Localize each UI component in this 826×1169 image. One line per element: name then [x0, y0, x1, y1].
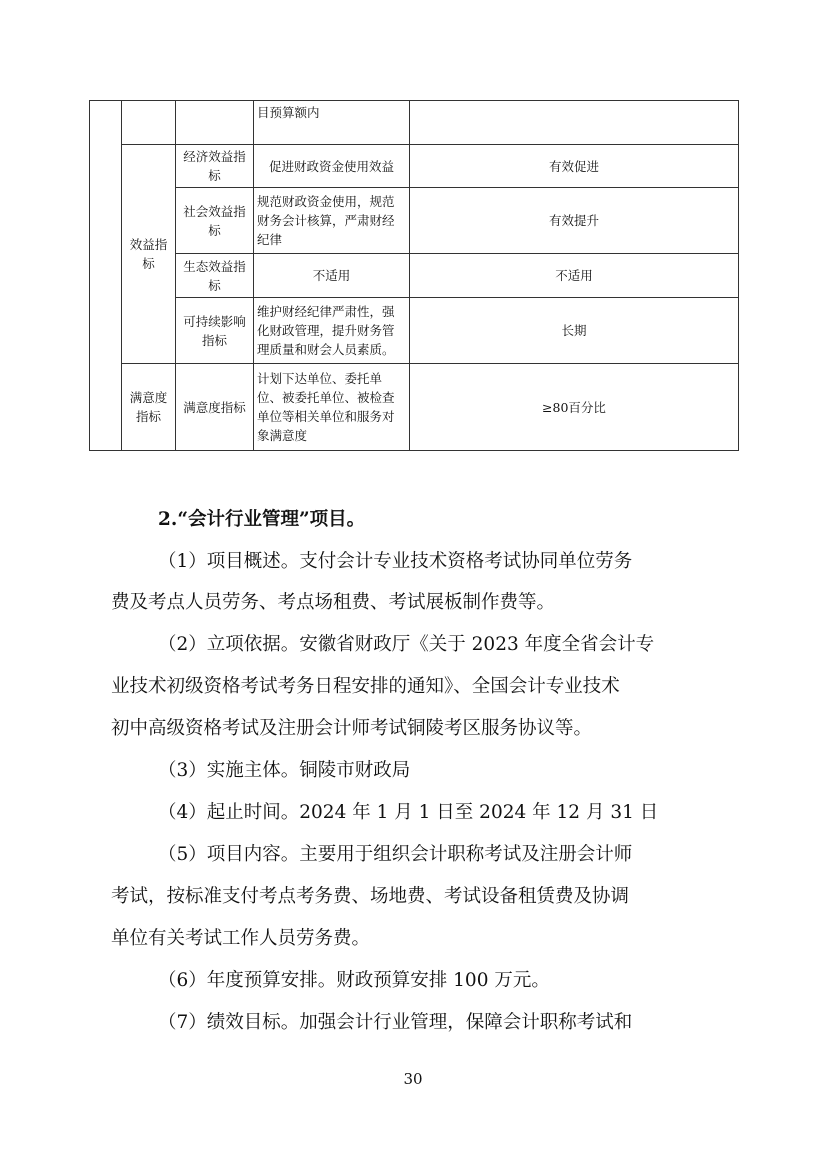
paragraph-line: 费及考点人员劳务、考点场租费、考试展板制作费等。 [111, 592, 556, 613]
table-cell: 计划下达单位、委托单位、被委托单位、被检查单位等相关单位和服务对象满意度 [254, 364, 410, 451]
paragraph-line: （6）年度预算安排。财政预算安排 100 万元。 [158, 970, 550, 991]
table-cell: 长期 [410, 298, 739, 364]
paragraph-line: （5）项目内容。主要用于组织会计职称考试及注册会计师 [158, 844, 633, 865]
paragraph-line: （4）起止时间。2024 年 1 月 1 日至 2024 年 12 月 31 日 [158, 802, 659, 823]
paragraph-line: 初中高级资格考试及注册会计师考试铜陵考区服务协议等。 [111, 718, 593, 739]
table-cell: 目预算额内 [254, 101, 410, 145]
table-cell: 维护财经纪律严肃性，强化财政管理，提升财务管理质量和财会人员素质。 [254, 298, 410, 364]
table-cell: 有效促进 [410, 145, 739, 188]
table-row [90, 101, 739, 145]
table-cell: 不适用 [254, 254, 410, 298]
table-row [90, 298, 739, 364]
table-cell: 可持续影响指标 [176, 298, 254, 364]
paragraph-line: 考试，按标准支付考点考务费、场地费、考试设备租赁费及协调 [111, 886, 630, 907]
table-cell: 规范财政资金使用，规范财务会计核算，严肃财经纪律 [254, 188, 410, 254]
section-heading: 2.“会计行业管理”项目。 [158, 509, 366, 530]
paragraph-line: 单位有关考试工作人员劳务费。 [111, 928, 371, 949]
table-row [90, 145, 739, 188]
paragraph-line: （1）项目概述。支付会计专业技术资格考试协同单位劳务 [158, 551, 633, 572]
table-cell: 社会效益指标 [176, 188, 254, 254]
table-cell: 满意度指标 [176, 364, 254, 451]
table-row [90, 254, 739, 298]
table-cell: 不适用 [410, 254, 739, 298]
paragraph-line: 业技术初级资格考试考务日程安排的通知》、全国会计专业技术 [111, 676, 620, 697]
table-cell-benefit-group: 效益指标 [122, 145, 176, 364]
table-row [90, 188, 739, 254]
paragraph-line: （3）实施主体。铜陵市财政局 [158, 760, 411, 781]
table-cell [410, 101, 739, 145]
table-cell: 满意度指标 [122, 364, 176, 451]
paragraph-line: （7）绩效目标。加强会计行业管理，保障会计职称考试和 [158, 1012, 633, 1033]
table-cell: 生态效益指标 [176, 254, 254, 298]
table-cell: 经济效益指标 [176, 145, 254, 188]
table-row [90, 364, 739, 451]
table-cell: ≥80百分比 [410, 364, 739, 451]
table-cell-first-level [90, 101, 122, 451]
table-cell: 促进财政资金使用效益 [254, 145, 410, 188]
table-cell: 有效提升 [410, 188, 739, 254]
table-cell [176, 101, 254, 145]
page-number: 30 [403, 1070, 423, 1088]
table-cell [122, 101, 176, 145]
performance-indicator-table [89, 100, 739, 451]
paragraph-line: （2）立项依据。安徽省财政厅《关于 2023 年度全省会计专 [158, 634, 655, 655]
